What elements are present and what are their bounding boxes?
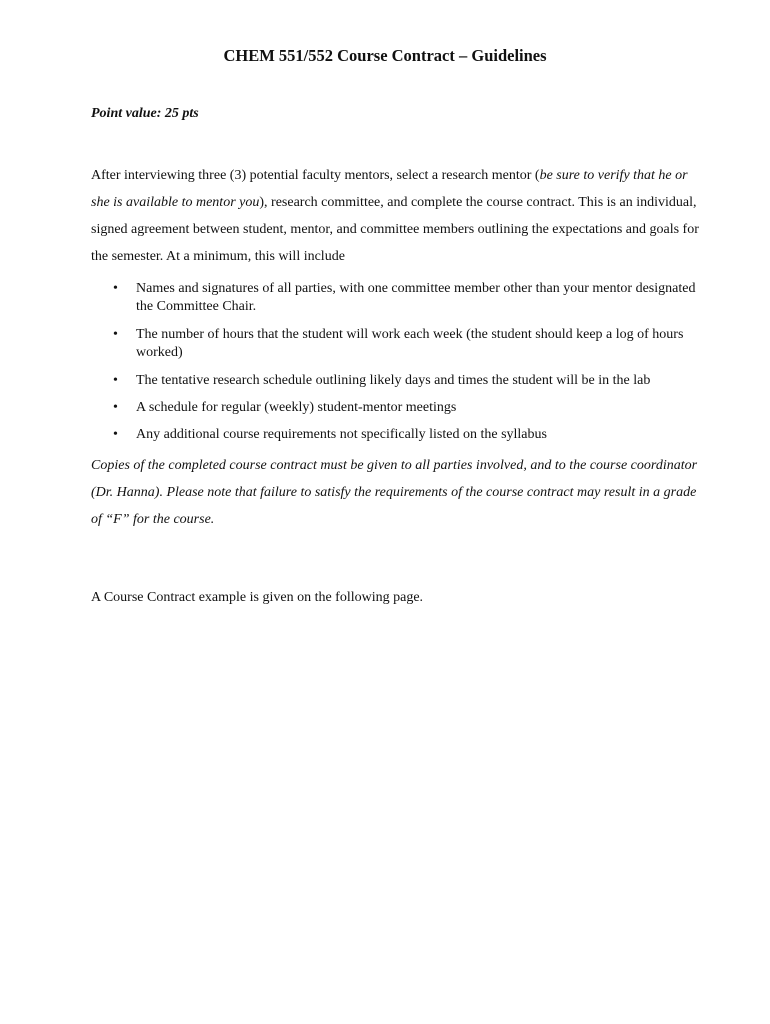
point-value: Point value: 25 pts	[91, 106, 199, 121]
requirements-list	[91, 280, 706, 453]
bullet-icon: •	[113, 327, 118, 342]
requirement-text: Any additional course requirements not specifically listed on the syllabus	[136, 427, 547, 442]
requirement-text: The number of hours that the student will work each week (the student should keep a log of hours worked)	[136, 327, 684, 360]
intro-text-start: After interviewing three (3) potential faculty mentors, select a research mentor (	[91, 168, 540, 183]
bullet-icon: •	[113, 400, 118, 415]
list-item	[91, 326, 706, 362]
intro-text-end: ), research committee, and complete the course contract. This is an individual, signed agreement between student, mentor, and committee members outlining the expectations and goals for the semester. At a minimum, this will include	[91, 195, 699, 264]
list-item	[91, 372, 706, 390]
bullet-icon: •	[113, 281, 118, 296]
example-notice: A Course Contract example is given on the following page.	[91, 590, 424, 605]
list-item	[91, 280, 706, 316]
requirement-text: A schedule for regular (weekly) student-mentor meetings	[136, 400, 457, 415]
requirement-text: Names and signatures of all parties, with one committee member other than your mentor designated the Committee Chair.	[136, 281, 696, 314]
requirement-text: The tentative research schedule outlining likely days and times the student will be in the lab	[136, 373, 651, 388]
list-item	[91, 399, 706, 417]
intro-italic-text: be sure to verify that he or she is available to mentor you	[91, 168, 688, 210]
bullet-icon: •	[113, 373, 118, 388]
contract-note: Copies of the completed course contract must be given to all parties involved, and to the course coordinator (Dr. Hanna). Please note that failure to satisfy the requirements of the course contract may result in a grade of “F” for the course.	[91, 458, 698, 527]
bullet-icon: •	[113, 427, 118, 442]
intro-paragraph	[91, 162, 706, 270]
list-item	[91, 426, 706, 444]
document-title: CHEM 551/552 Course Contract – Guidelines	[223, 46, 547, 65]
